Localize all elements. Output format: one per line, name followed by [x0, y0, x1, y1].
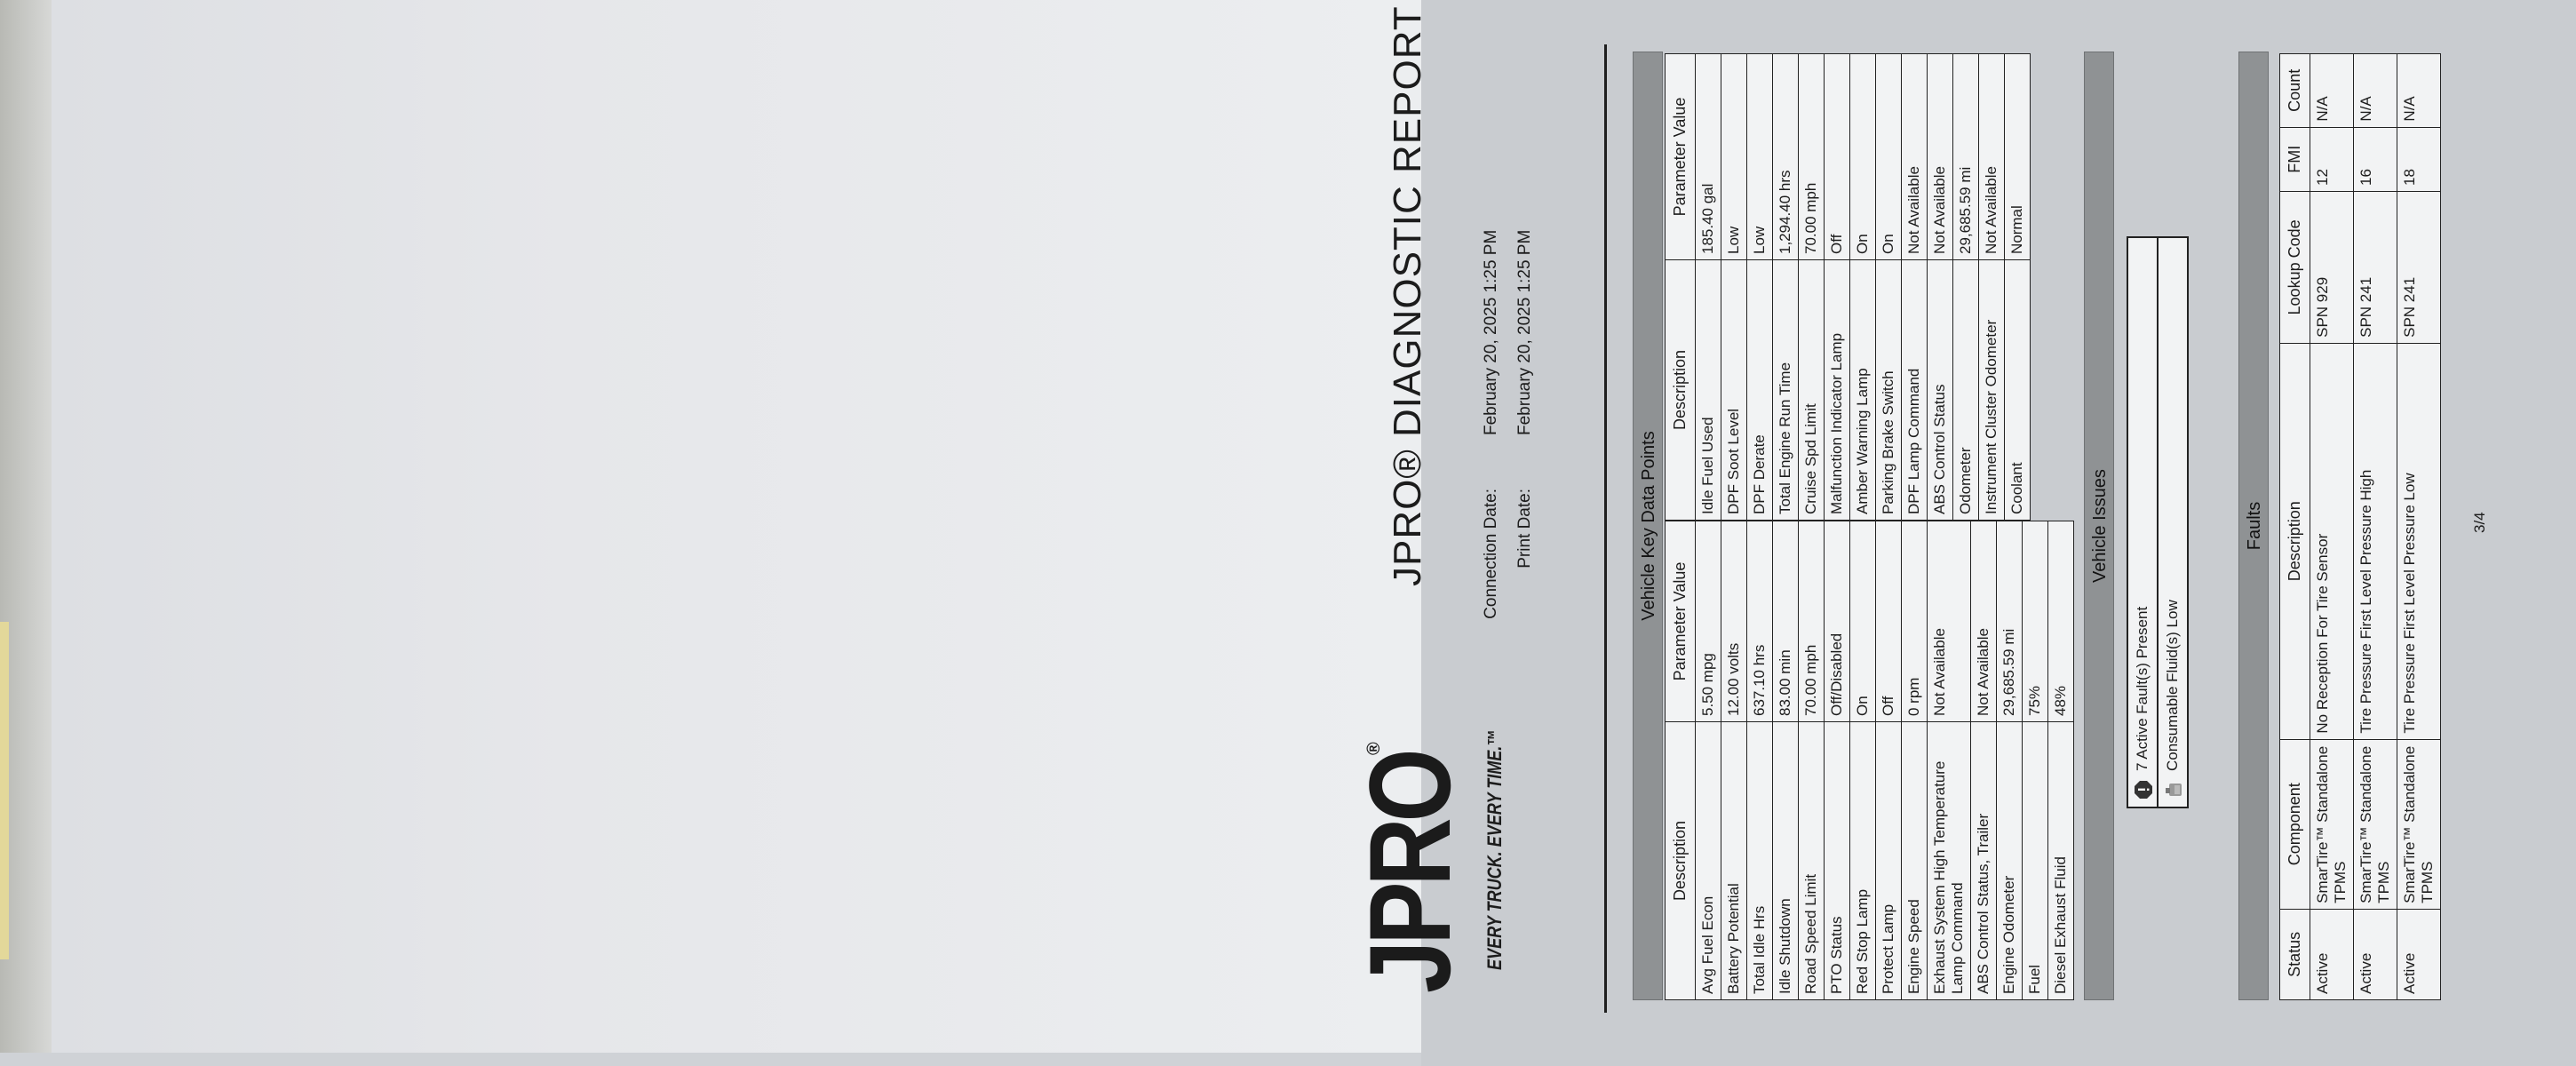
table-row	[1799, 521, 1825, 1000]
table-row	[1799, 54, 1825, 521]
faults-section-title: Faults	[2238, 52, 2269, 1000]
table-row	[2048, 521, 2074, 1000]
vehicle-issues-list	[2127, 236, 2189, 808]
parameter-value: 75%	[2023, 521, 2048, 722]
parameter-value: On	[1850, 521, 1876, 722]
fault-cell: Active	[2310, 909, 2354, 999]
issue-item	[2159, 238, 2187, 807]
fault-cell: N/A	[2397, 54, 2441, 128]
fault-cell: SPN 241	[2354, 191, 2397, 343]
fault-cell: Tire Pressure First Level Pressure High	[2354, 343, 2397, 739]
parameter-description: Parking Brake Switch	[1876, 260, 1902, 521]
faults-column-header: Status	[2280, 909, 2310, 999]
table-row	[1953, 54, 1979, 521]
fault-cell: SmarTire™ Standalone TPMS	[2397, 739, 2441, 909]
table-row	[2354, 54, 2397, 1000]
faults-table	[2279, 53, 2441, 1000]
fault-cell: Active	[2354, 909, 2397, 999]
jpro-logo	[1345, 691, 1512, 993]
fault-cell: Tire Pressure First Level Pressure Low	[2397, 343, 2441, 739]
report-page	[1345, 5, 2576, 1013]
issue-text: Consumable Fluid(s) Low	[2164, 600, 2181, 771]
parameter-description: Protect Lamp	[1876, 722, 1902, 1000]
parameter-description: Road Speed Limit	[1799, 722, 1825, 1000]
parameter-description: Amber Warning Lamp	[1850, 260, 1876, 521]
key-data-section-title: Vehicle Key Data Points	[1633, 52, 1663, 1000]
parameter-description: ABS Control Status	[1928, 260, 1953, 521]
report-title: JPRO® DIAGNOSTIC REPORT	[1386, 5, 1429, 586]
column-header-description: Description	[1666, 260, 1696, 521]
table-row	[2005, 54, 2031, 521]
logo-registered-mark: ®	[1364, 742, 1384, 755]
table-row	[2397, 54, 2441, 1000]
parameter-description: Engine Speed	[1902, 722, 1928, 1000]
parameter-description: Cruise Spd Limit	[1799, 260, 1825, 521]
vehicle-issues-section-title: Vehicle Issues	[2084, 52, 2114, 1000]
table-row	[1979, 54, 2005, 521]
fault-cell: No Reception For Tire Sensor	[2310, 343, 2354, 739]
parameter-description: DPF Soot Level	[1721, 260, 1747, 521]
parameter-description: Red Stop Lamp	[1850, 722, 1876, 1000]
print-date-row	[1515, 230, 1535, 631]
parameter-description: Battery Potential	[1721, 722, 1747, 1000]
table-row	[1876, 54, 1902, 521]
table-row	[1850, 54, 1876, 521]
faults-column-header: Count	[2280, 54, 2310, 128]
parameter-value: 29,685.59 mi	[1997, 521, 2023, 722]
fault-cell: N/A	[2310, 54, 2354, 128]
parameter-value: On	[1876, 54, 1902, 260]
parameter-value: 83.00 min	[1773, 521, 1799, 722]
parameter-value: 12.00 volts	[1721, 521, 1747, 722]
print-date-value: February 20, 2025 1:25 PM	[1515, 229, 1534, 435]
parameter-value: Off/Disabled	[1825, 521, 1850, 722]
fault-cell: SmarTire™ Standalone TPMS	[2354, 739, 2397, 909]
column-header-parameter-value: Parameter Value	[1666, 54, 1696, 260]
parameter-description: Idle Fuel Used	[1696, 260, 1721, 521]
paper-edge	[0, 0, 52, 1066]
table-row	[1850, 521, 1876, 1000]
fault-cell: 18	[2397, 127, 2441, 191]
table-row	[1902, 54, 1928, 521]
parameter-description: Diesel Exhaust Fluid	[2048, 722, 2074, 1000]
parameter-value: 0 rpm	[1902, 521, 1928, 722]
parameter-description: Total Idle Hrs	[1747, 722, 1773, 1000]
table-row	[1773, 521, 1799, 1000]
table-header-row	[2280, 54, 2310, 1000]
fluid-can-icon	[2164, 780, 2183, 800]
parameter-value: 1,294.40 hrs	[1773, 54, 1799, 260]
parameter-value: On	[1850, 54, 1876, 260]
fault-cell: SmarTire™ Standalone TPMS	[2310, 739, 2354, 909]
parameter-description: Exhaust System High Temperature Lamp Command	[1928, 722, 1971, 1000]
parameter-description: Avg Fuel Econ	[1696, 722, 1721, 1000]
parameter-value: Not Available	[1928, 521, 1971, 722]
paper-bottom-edge	[0, 1053, 1421, 1066]
parameter-value: 48%	[2048, 521, 2074, 722]
logo-text: JPRO	[1345, 752, 1475, 993]
parameter-value: Low	[1721, 54, 1747, 260]
connection-date-row	[1482, 230, 1501, 631]
logo-tagline: EVERY TRUCK. EVERY TIME.™	[1483, 729, 1506, 970]
parameter-description: Fuel	[2023, 722, 2048, 1000]
table-header-row	[1666, 54, 1696, 521]
parameter-description: Total Engine Run Time	[1773, 260, 1799, 521]
parameter-value: Off	[1825, 54, 1850, 260]
parameter-value: Low	[1747, 54, 1773, 260]
faults-column-header: Lookup Code	[2280, 191, 2310, 343]
parameter-value: 185.40 gal	[1696, 54, 1721, 260]
column-header-parameter-value: Parameter Value	[1666, 521, 1696, 722]
table-row	[1747, 521, 1773, 1000]
table-row	[1997, 521, 2023, 1000]
yellow-surface	[0, 622, 9, 959]
parameter-value: Not Available	[1979, 54, 2005, 260]
faults-column-header: Component	[2280, 739, 2310, 909]
key-data-table-right	[1665, 53, 2031, 521]
parameter-description: Instrument Cluster Odometer	[1979, 260, 2005, 521]
table-row	[1721, 521, 1747, 1000]
parameter-description: ABS Control Status, Trailer	[1971, 722, 1997, 1000]
parameter-description: DPF Derate	[1747, 260, 1773, 521]
table-row	[1876, 521, 1902, 1000]
parameter-description: Coolant	[2005, 260, 2031, 521]
stop-sign-icon	[2134, 780, 2153, 800]
table-row	[1928, 521, 1971, 1000]
faults-column-header: FMI	[2280, 127, 2310, 191]
header-divider	[1604, 44, 1607, 1013]
connection-date-label: Connection Date:	[1482, 489, 1500, 619]
issue-text: 7 Active Fault(s) Present	[2134, 606, 2151, 771]
issue-item	[2128, 238, 2159, 807]
key-data-table-left	[1665, 521, 2074, 1000]
parameter-value: Off	[1876, 521, 1902, 722]
column-header-description: Description	[1666, 722, 1696, 1000]
parameter-value: 5.50 mpg	[1696, 521, 1721, 722]
fault-cell: SPN 929	[2310, 191, 2354, 343]
parameter-value: Not Available	[1971, 521, 1997, 722]
parameter-description: Odometer	[1953, 260, 1979, 521]
table-row	[1696, 521, 1721, 1000]
faults-column-header: Description	[2280, 343, 2310, 739]
print-date-label: Print Date:	[1515, 489, 1534, 569]
parameter-value: Not Available	[1902, 54, 1928, 260]
fault-cell: SPN 241	[2397, 191, 2441, 343]
table-row	[1696, 54, 1721, 521]
fault-cell: 12	[2310, 127, 2354, 191]
table-row	[1825, 54, 1850, 521]
table-row	[1971, 521, 1997, 1000]
table-row	[2310, 54, 2354, 1000]
parameter-description: Malfunction Indicator Lamp	[1825, 260, 1850, 521]
parameter-description: DPF Lamp Command	[1902, 260, 1928, 521]
fault-cell: 16	[2354, 127, 2397, 191]
parameter-description: PTO Status	[1825, 722, 1850, 1000]
table-row	[2023, 521, 2048, 1000]
parameter-value: 637.10 hrs	[1747, 521, 1773, 722]
parameter-value: Normal	[2005, 54, 2031, 260]
parameter-description: Idle Shutdown	[1773, 722, 1799, 1000]
parameter-description: Engine Odometer	[1997, 722, 2023, 1000]
table-row	[1747, 54, 1773, 521]
table-row	[1721, 54, 1747, 521]
parameter-value: 70.00 mph	[1799, 54, 1825, 260]
parameter-value: 70.00 mph	[1799, 521, 1825, 722]
parameter-value: Not Available	[1928, 54, 1953, 260]
report-header	[1345, 5, 1643, 1013]
table-row	[1928, 54, 1953, 521]
table-row	[1825, 521, 1850, 1000]
table-row	[1773, 54, 1799, 521]
table-header-row	[1666, 521, 1696, 1000]
fault-cell: N/A	[2354, 54, 2397, 128]
fault-cell: Active	[2397, 909, 2441, 999]
connection-date-value: February 20, 2025 1:25 PM	[1482, 229, 1500, 435]
table-row	[1902, 521, 1928, 1000]
parameter-value: 29,685.59 mi	[1953, 54, 1979, 260]
page-number: 3/4	[2471, 512, 2488, 533]
